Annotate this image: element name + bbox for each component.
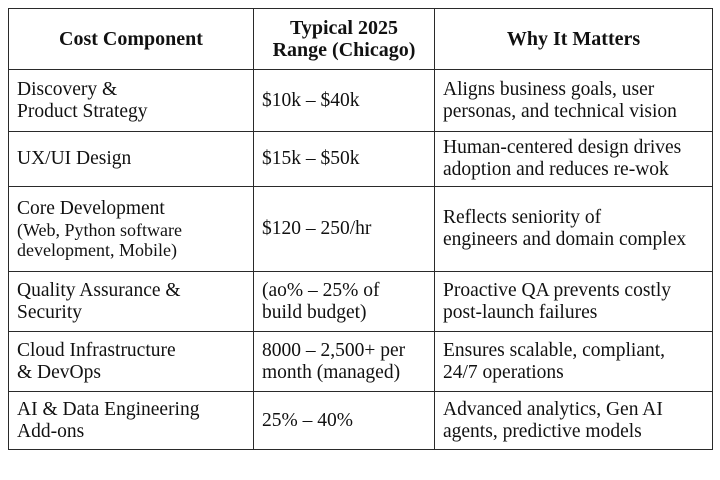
range-cell bbox=[254, 392, 435, 450]
cell-line: Aligns business goals, user bbox=[443, 78, 655, 100]
why-cell bbox=[435, 70, 713, 132]
range-cell bbox=[254, 187, 435, 272]
cost-component-cell bbox=[9, 132, 254, 187]
header-cost-component bbox=[9, 9, 254, 70]
cost-component-cell bbox=[9, 392, 254, 450]
range-cell bbox=[254, 70, 435, 132]
header-line: Typical 2025 bbox=[290, 16, 398, 39]
cell-line: UX/UI Design bbox=[17, 148, 132, 170]
header-line: Why It Matters bbox=[506, 27, 641, 50]
cell-line: Quality Assurance & bbox=[17, 279, 181, 301]
cell-line: agents, predictive models bbox=[443, 420, 642, 442]
table-row bbox=[9, 332, 713, 392]
table-row bbox=[9, 187, 713, 272]
header-row bbox=[9, 9, 713, 70]
cell-line: AI & Data Engineering bbox=[17, 398, 200, 420]
cost-component-cell bbox=[9, 272, 254, 332]
why-cell bbox=[435, 392, 713, 450]
why-cell bbox=[435, 332, 713, 392]
cell-line: Discovery & bbox=[17, 78, 118, 100]
cell-line: Cloud Infrastructure bbox=[17, 339, 176, 361]
cell-line: $15k – $50k bbox=[262, 148, 360, 170]
cell-line: 24/7 operations bbox=[443, 361, 564, 383]
cell-line: (Web, Python software bbox=[17, 219, 183, 240]
cell-line: (ao% – 25% of bbox=[262, 279, 380, 301]
header-typical-range bbox=[254, 9, 435, 70]
cost-component-cell bbox=[9, 70, 254, 132]
cost-component-cell bbox=[9, 187, 254, 272]
table-row bbox=[9, 392, 713, 450]
table-row bbox=[9, 70, 713, 132]
cell-line: Security bbox=[17, 301, 82, 323]
header-line: Range (Chicago) bbox=[272, 39, 416, 61]
cell-line: development, Mobile) bbox=[17, 239, 177, 260]
why-cell bbox=[435, 272, 713, 332]
range-cell bbox=[254, 132, 435, 187]
why-cell bbox=[435, 187, 713, 272]
cost-table bbox=[8, 8, 713, 450]
cell-line: Reflects seniority of bbox=[443, 207, 602, 229]
header-line: Cost Component bbox=[59, 27, 203, 50]
cost-component-cell bbox=[9, 332, 254, 392]
cell-line: Ensures scalable, compliant, bbox=[443, 339, 666, 361]
cell-line: Human-centered design drives bbox=[443, 137, 682, 159]
cell-line: engineers and domain complex bbox=[443, 229, 687, 250]
cell-line: Product Strategy bbox=[17, 100, 148, 122]
table-row bbox=[9, 132, 713, 187]
cell-line: Proactive QA prevents costly bbox=[443, 279, 671, 301]
cell-line: month (managed) bbox=[262, 361, 401, 383]
cell-line: build budget) bbox=[262, 301, 367, 323]
header-why-it-matters bbox=[435, 9, 713, 70]
cell-line: adoption and reduces re-wok bbox=[443, 159, 669, 180]
cell-line: post-launch failures bbox=[443, 301, 598, 323]
cell-line: personas, and technical vision bbox=[443, 100, 677, 122]
cell-line: Advanced analytics, Gen AI bbox=[443, 398, 663, 420]
range-cell bbox=[254, 332, 435, 392]
cell-line: Add-ons bbox=[17, 420, 85, 442]
why-cell bbox=[435, 132, 713, 187]
cell-line: 8000 – 2,500+ per bbox=[262, 339, 406, 361]
cell-line: Core Development bbox=[17, 197, 165, 219]
range-cell bbox=[254, 272, 435, 332]
cell-line: $120 – 250/hr bbox=[262, 218, 372, 240]
cell-line: 25% – 40% bbox=[262, 409, 353, 431]
cell-line: $10k – $40k bbox=[262, 89, 360, 111]
cell-line: & DevOps bbox=[17, 361, 101, 383]
table-row bbox=[9, 272, 713, 332]
